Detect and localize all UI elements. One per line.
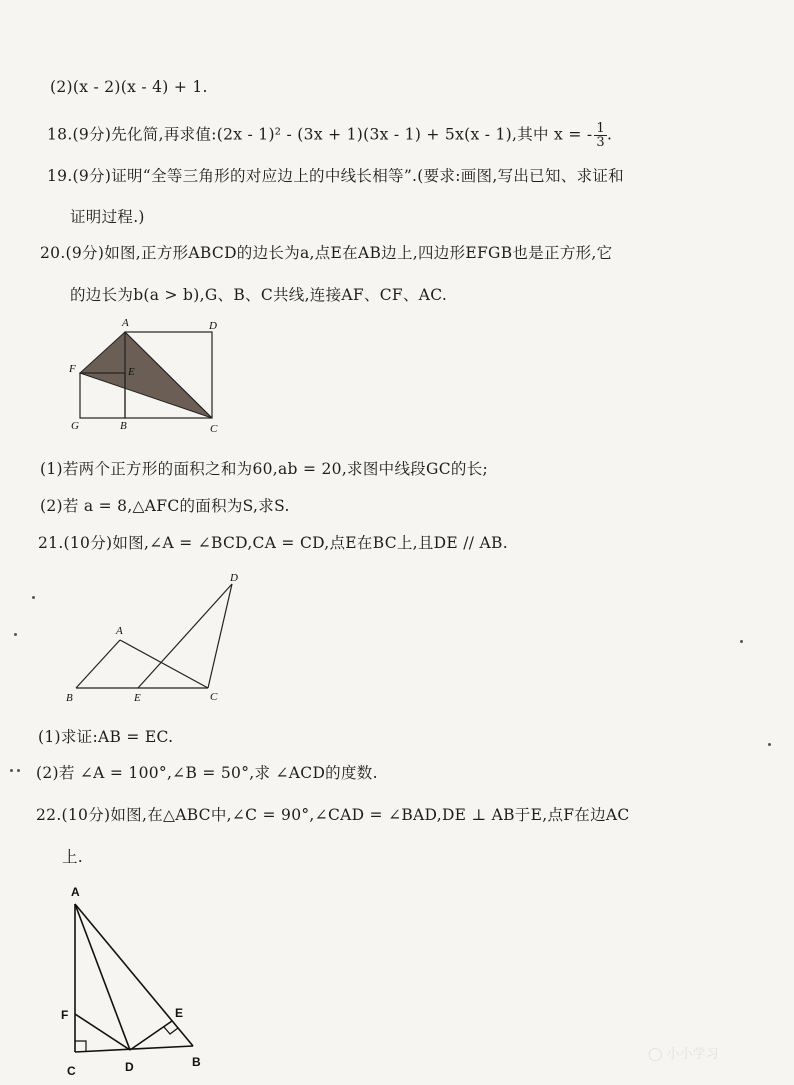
label-E: E xyxy=(134,692,141,704)
problem-17-part2: (2)(x - 2)(x - 4) + 1. xyxy=(50,78,208,96)
fraction-numerator: 1 xyxy=(596,121,605,136)
problem-21-part1: (1)求证:AB = EC. xyxy=(38,728,174,746)
problem-19-line1: 19.(9分)证明“全等三角形的对应边上的中线长相等”.(要求:画图,写出已知、求证和 xyxy=(47,167,624,185)
scan-speck xyxy=(17,769,20,772)
scan-speck xyxy=(14,633,17,636)
label-A: A xyxy=(122,317,129,329)
scan-speck xyxy=(10,769,13,772)
problem-20-line1: 20.(9分)如图,正方形ABCD的边长为a,点E在AB边上,四边形EFGB也是正方形,它 xyxy=(40,244,613,262)
problem-18-text: 18.(9分)先化简,再求值:(2x - 1)² - (3x + 1)(3x - 1) + 5x(x - 1),其中 x = - xyxy=(47,125,593,144)
label-E: E xyxy=(128,366,135,378)
label-A: A xyxy=(71,885,80,899)
label-D: D xyxy=(125,1060,134,1074)
scan-speck xyxy=(740,640,743,643)
label-D: D xyxy=(209,320,217,332)
label-D: D xyxy=(230,572,238,584)
label-C: C xyxy=(210,423,218,435)
figure-21-triangles xyxy=(58,564,253,709)
problem-18 xyxy=(47,122,612,149)
problem-22-line1: 22.(10分)如图,在△ABC中,∠C = 90°,∠CAD = ∠BAD,DE ⊥ AB于E,点F在边AC xyxy=(36,806,630,824)
figure-22-right-triangle xyxy=(55,880,215,1080)
problem-19-line2: 证明过程.) xyxy=(70,208,145,226)
label-A: A xyxy=(116,625,123,637)
label-F: F xyxy=(69,363,76,375)
label-B: B xyxy=(192,1055,201,1069)
label-C: C xyxy=(210,691,218,703)
problem-20-part1: (1)若两个正方形的面积之和为60,ab = 20,求图中线段GC的长; xyxy=(40,460,489,478)
scan-speck xyxy=(768,743,771,746)
problem-20-line2: 的边长为b(a > b),G、B、C共线,连接AF、CF、AC. xyxy=(70,286,448,304)
fraction-denominator: 3 xyxy=(596,135,605,150)
label-B: B xyxy=(120,420,127,432)
label-G: G xyxy=(71,420,79,432)
problem-22-line2: 上. xyxy=(62,848,84,866)
fraction-one-third xyxy=(594,122,607,149)
problem-18-end: . xyxy=(606,125,613,144)
label-F: F xyxy=(61,1008,69,1022)
label-B: B xyxy=(66,692,73,704)
scan-speck xyxy=(32,596,35,599)
watermark: ◯ 小小学习 xyxy=(648,1047,719,1062)
problem-20-part2: (2)若 a = 8,△AFC的面积为S,求S. xyxy=(40,497,290,515)
label-C: C xyxy=(67,1064,76,1078)
problem-21-part2: (2)若 ∠A = 100°,∠B = 50°,求 ∠ACD的度数. xyxy=(36,764,378,782)
label-E: E xyxy=(175,1006,184,1020)
figure-20-squares xyxy=(60,312,230,437)
problem-21: 21.(10分)如图,∠A = ∠BCD,CA = CD,点E在BC上,且DE // AB. xyxy=(38,534,508,552)
